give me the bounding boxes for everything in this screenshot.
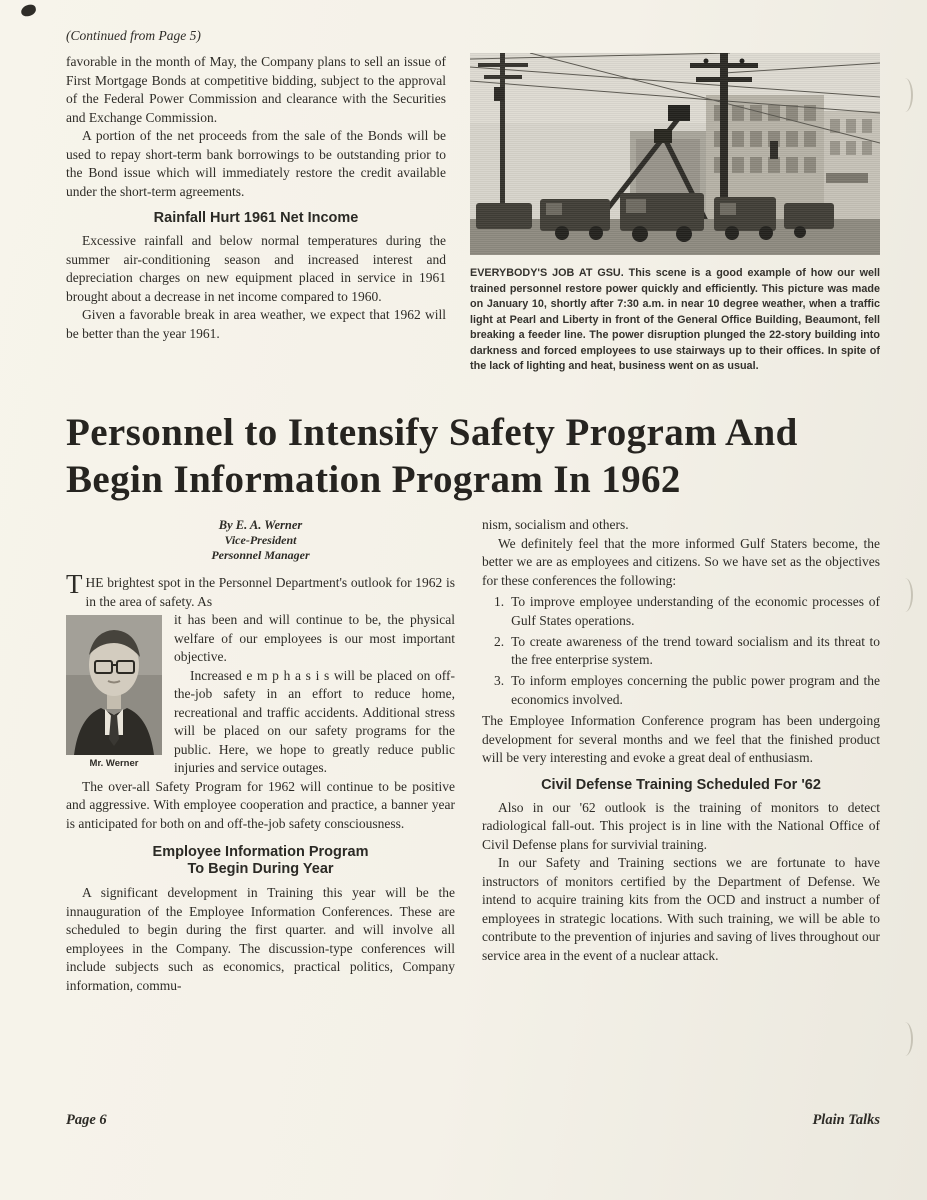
list-item bbox=[494, 672, 880, 709]
page-curl-mark bbox=[897, 578, 913, 612]
paragraph: In our Safety and Training sections we are fortunate to have instructors of monitors certified by the Department of Defense. We intend to acquire training kits from the OCD and instruct a number of employees in strategic locations. With such training, we will be able to contribute to the prevention of injuries and saving of lives throughout our service area in the event of a nuclear attack. bbox=[482, 855, 880, 963]
paragraph bbox=[66, 569, 455, 611]
objectives-list bbox=[494, 593, 880, 709]
headline-line-1: Personnel to Intensify Safety Program And bbox=[66, 411, 798, 455]
paragraph: A significant development in Training this year will be the innauguration of the Employee Information Conferences. These are scheduled to begin during the first quarter. and will involve all employees in the Company. The discussion-type conferences will include subjects such as economics, practical politics, Company information, commu- bbox=[66, 885, 455, 993]
paragraph: nism, socialism and others. bbox=[482, 517, 629, 533]
list-item-text: To create awareness of the trend toward socialism and its threat to the free enterprise system. bbox=[511, 633, 880, 668]
bonds-article-column bbox=[66, 53, 446, 385]
byline-title-1: Vice-President bbox=[224, 533, 297, 548]
top-section bbox=[66, 53, 880, 385]
utility-crews-photo bbox=[470, 53, 880, 255]
paragraph: Given a favorable break in area weather, we expect that 1962 will be better than the year 1961. bbox=[66, 307, 446, 341]
list-item bbox=[494, 593, 880, 630]
portrait-illustration bbox=[66, 615, 162, 755]
page-content bbox=[66, 28, 880, 995]
ink-blot-artifact bbox=[20, 4, 37, 18]
continued-from-note: (Continued from Page 5) bbox=[66, 28, 201, 43]
main-article bbox=[66, 516, 880, 995]
paragraph: The over-all Safety Program for 1962 will continue to be positive and aggressive. With employee cooperation and practice, a banner year is anticipated for both on and off-the-job safety consciousness. bbox=[66, 778, 455, 831]
byline-title-2: Personnel Manager bbox=[211, 548, 310, 563]
headline bbox=[66, 409, 880, 503]
byline bbox=[66, 518, 455, 563]
subhead-line-1: Employee Information Program bbox=[152, 844, 369, 861]
article-left-column bbox=[66, 516, 455, 995]
byline-author: By E. A. Werner bbox=[218, 518, 303, 533]
paragraph: Increased e m p h a s i s will be placed on off-the-job safety in an effort to reduce home, recreational and traffic accidents. Additional stress will be placed on our safety programs for the public. Here, we hope to greatly reduce public injuries and service outages. bbox=[174, 667, 455, 776]
list-item-text: To inform employes concerning the public power program and the economics involved. bbox=[511, 673, 880, 707]
paragraph: A portion of the net proceeds from the sale of the Bonds will be used to repay short-term bank borrowings to be outstanding prior to the Bond issue which will immediately restore the credit available under the short-term agreements. bbox=[66, 128, 446, 199]
photo-column bbox=[470, 53, 880, 385]
article-right-column bbox=[482, 516, 880, 995]
civil-defense-subhead: Civil Defense Training Scheduled For '62 bbox=[541, 776, 821, 793]
werner-portrait bbox=[66, 615, 162, 769]
paragraph: Excessive rainfall and below normal temperatures during the summer air-conditioning season and increased interest and depreciation charges on new equipment placed in service in 1961 brought about a decrease in net income compared to 1960. bbox=[66, 233, 446, 304]
page-curl-mark bbox=[897, 1022, 913, 1056]
portrait-caption: Mr. Werner bbox=[89, 758, 139, 770]
paragraph: The Employee Information Conference program has been undergoing development for several months and we feel that the finished product will be very interesting and evoke a great deal of enthusiasm. bbox=[482, 713, 880, 766]
publication-name: Plain Talks bbox=[812, 1112, 880, 1128]
list-item-number: 2. bbox=[494, 633, 505, 649]
page-number: Page 6 bbox=[66, 1112, 107, 1128]
paragraph: it has been and will continue to be, the physical welfare of our employees is our most important objective. bbox=[174, 612, 455, 665]
employee-info-subhead bbox=[66, 844, 455, 878]
paragraph: favorable in the month of May, the Company plans to sell an issue of First Mortgage Bonds at competitive bidding, subject to the approval of the Federal Power Commission and clearance with the Securities and Exchange Commission. bbox=[66, 54, 446, 125]
paragraph: Also in our '62 outlook is the training of monitors to detect radiological fall-out. This project is in line with the National Office of Civil Defense plans for survivial training. bbox=[482, 799, 880, 852]
subhead-line-2: To Begin During Year bbox=[187, 861, 334, 878]
street-scene-illustration bbox=[470, 53, 880, 255]
drop-cap: T bbox=[66, 569, 83, 600]
list-item bbox=[494, 633, 880, 670]
paragraph-text: HE brightest spot in the Personnel Department's outlook for 1962 is in the area of safety. As bbox=[85, 575, 455, 609]
list-item-number: 1. bbox=[494, 594, 505, 610]
paragraph: We definitely feel that the more informed Gulf Staters become, the better we are as employees and citizens. So we have set as the objectives for these conferences the following: bbox=[482, 535, 880, 588]
page-curl-mark bbox=[897, 78, 913, 112]
list-item-text: To improve employee understanding of the economic processes of Gulf States operations. bbox=[511, 594, 880, 628]
photo-caption: EVERYBODY'S JOB AT GSU. This scene is a good example of how our well trained personnel restore power quickly and efficiently. This picture was made on January 10, shortly after 7:30 a.m. in near 10 degree weather, when a traffic light at Pearl and Liberty in front of the General Office Building, Beaumont, fell breaking a feeder line. The power disruption plunged the 22-story building into darkness and forced employees to use stairways up to their offices. In spite of the lack of lighting and heat, business went on as usual. bbox=[470, 267, 880, 372]
list-item-number: 3. bbox=[494, 673, 505, 689]
page-footer bbox=[66, 1112, 880, 1129]
rainfall-heading: Rainfall Hurt 1961 Net Income bbox=[153, 210, 359, 226]
headline-line-2: Begin Information Program In 1962 bbox=[66, 458, 681, 502]
